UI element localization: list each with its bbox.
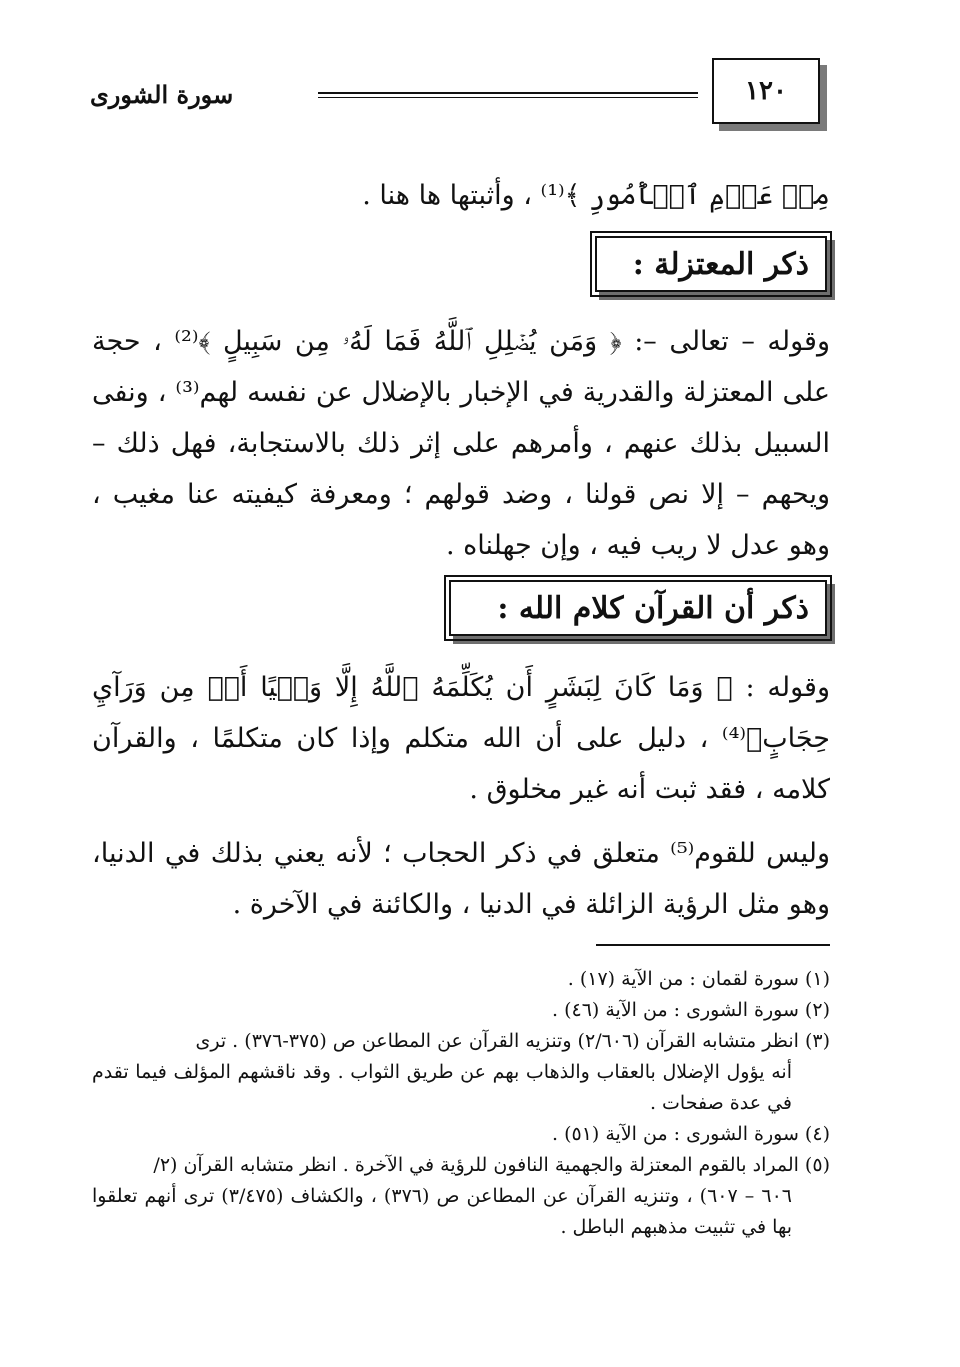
page-number: ١٢٠ <box>745 76 787 106</box>
footnote-5: (٥) المراد بالقوم المعتزلة والجهمية النافون للرؤية في الآخرة . انظر متشابه القرآن (٢/ <box>153 1154 830 1176</box>
paragraph-4: وليس للقوم⁽⁵⁾ متعلق في ذكر الحجاب ؛ لأنه يعني بذلك في الدنيا، وهو مثل الرؤية الزائلة في الدنيا ، والكائنة في الآخرة . <box>92 838 830 920</box>
footnote-3-continued: أنه يؤول الإضلال بالعقاب والذهاب بهم عن طريق الثواب . وقد ناقشهم المؤلف فيما تقدم في عدة صفحات . <box>92 1061 792 1114</box>
section-heading-text: ذكر أن القرآن كلام الله : <box>497 590 809 626</box>
footnote-3: (٣) انظر متشابه القرآن (٢/٦٠٦) وتنزيه القرآن عن المطاعن ص (٣٧٥-٣٧٦) . ترى <box>195 1030 830 1052</box>
footnote-4: (٤) سورة الشورى : من الآية (٥١) . <box>551 1123 830 1145</box>
footnote-separator <box>596 944 830 946</box>
page-header <box>90 58 830 130</box>
page-number-box <box>712 58 820 124</box>
footnote-1: (١) سورة لقمان : من الآية (١٧) . <box>567 968 830 990</box>
footnote-5-continued: ٦٠٦ – ٦٠٧) ، وتنزيه القرآن عن المطاعن ص (٣٧٦) ، والكشاف (٣/٤٧٥) ترى أنهم تعلقوا بها في تثبيت مذهبهم الباطل . <box>92 1185 792 1238</box>
header-rule <box>318 92 698 98</box>
paragraph-1: مِنۡ عَزۡمِ ٱلۡأُمُورِ ﴾⁽¹⁾ ، وأثبتها ها هنا . <box>362 180 830 211</box>
section-heading-text: ذكر المعتزلة : <box>632 246 809 282</box>
section-heading-mutazila <box>595 236 827 292</box>
paragraph-3: وقوله : ﴿ وَمَا كَانَ لِبَشَرٍ أَن يُكَلِّمَهُ ٱللَّهُ إِلَّا وَحۡيًا أَوۡ مِن وَرَآيِ حِجَابٍ﴾⁽⁴⁾ ، دليل على أن الله متكلم وإذا كان متكلمًا ، والقرآن كلامه ، فقد ثبت أنه غير مخلوق . <box>92 672 830 805</box>
paragraph-2: وقوله – تعالى –: ﴿ وَمَن يُضۡلِلِ ٱللَّهُ فَمَا لَهُۥ مِن سَبِيلٍ ﴾⁽²⁾ ، حجة على المعتزلة والقدرية في الإخبار بالإضلال عن نفسه لهم⁽³⁾ ، ونفى السبيل بذلك عنهم ، وأمرهم على إثر ذلك بالاستجابة، فهل ذلك – ويحهم – إلا نص قولنا ، وضد قولهم ؛ ومعرفة كيفيته عنا مغيب ، وهو عدل لا ريب فيه ، وإن جهلناه . <box>92 326 831 561</box>
section-heading-quran <box>449 580 827 636</box>
footnotes <box>92 964 830 1243</box>
footnote-2: (٢) سورة الشورى : من الآية (٤٦) . <box>551 999 830 1021</box>
surah-title: سورة الشورى <box>90 80 234 109</box>
